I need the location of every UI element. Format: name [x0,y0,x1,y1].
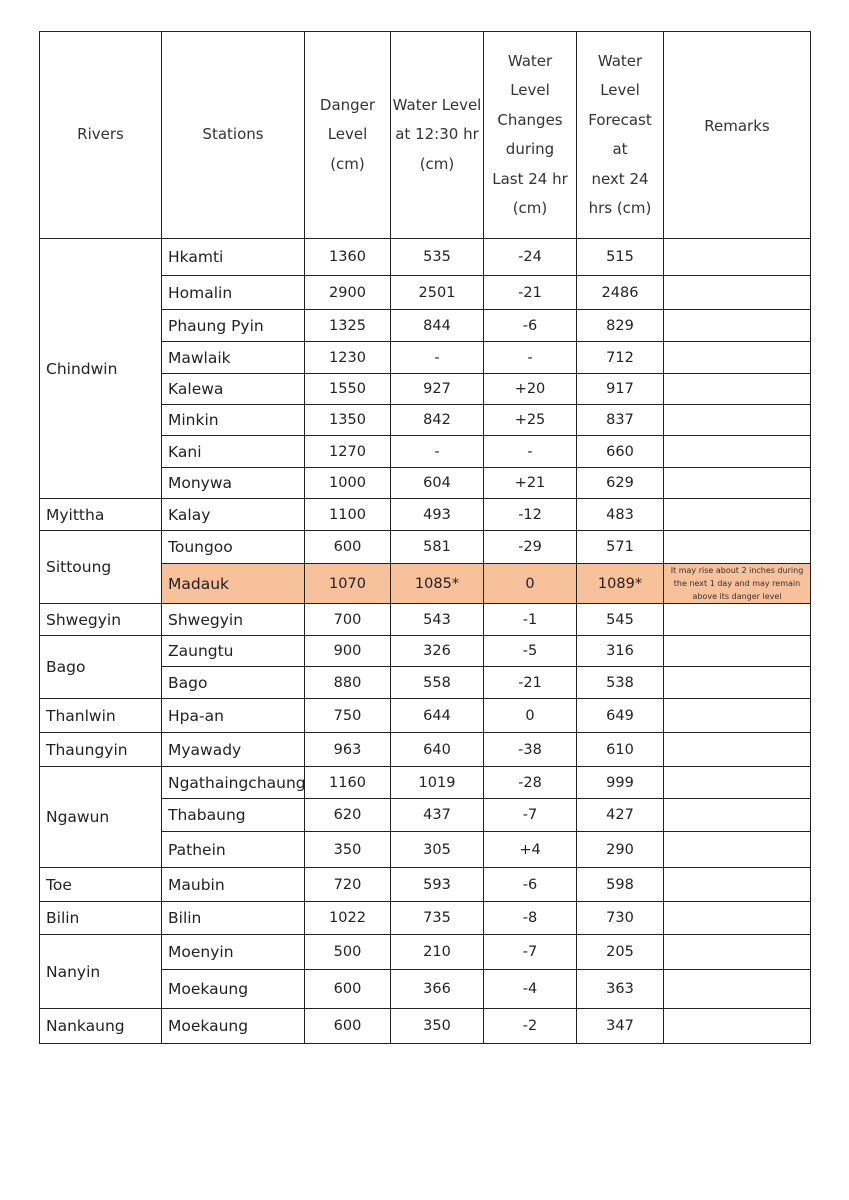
station-name: Moekaung [162,1009,305,1044]
danger-level-cell: 2900 [305,276,391,310]
forecast-cell: 538 [577,667,664,699]
water-level-cell: 1019 [391,767,484,799]
river-name: Nankaung [40,1009,162,1044]
forecast-cell: 730 [577,902,664,935]
danger-level-cell: 1100 [305,499,391,531]
table-row [40,767,811,799]
remark-cell [664,604,811,636]
station-name: Minkin [162,405,305,436]
level-change-cell: 0 [484,564,577,604]
level-change-cell: -7 [484,935,577,970]
level-change-cell: -12 [484,499,577,531]
station-name: Moekaung [162,970,305,1009]
water-level-cell: - [391,436,484,468]
table-body [40,239,811,1044]
level-change-cell: -6 [484,310,577,342]
water-level-cell: 535 [391,239,484,276]
level-change-cell: -38 [484,733,577,767]
table-row [40,699,811,733]
river-name: Nanyin [40,935,162,1009]
remark-cell [664,499,811,531]
header-level-forecast: Water Level Forecast at next 24 hrs (cm) [577,32,664,239]
table-row [40,868,811,902]
table-row [40,239,811,276]
remark-cell [664,564,811,604]
station-name: Madauk [162,564,305,604]
level-change-cell: -6 [484,868,577,902]
water-level-cell: 844 [391,310,484,342]
danger-level-cell: 620 [305,799,391,832]
level-change-cell: +21 [484,468,577,499]
level-change-cell: - [484,342,577,374]
water-level-cell: 493 [391,499,484,531]
river-name: Toe [40,868,162,902]
table-row [40,733,811,767]
header-stations: Stations [162,32,305,239]
header-danger-level: Danger Level (cm) [305,32,391,239]
danger-level-cell: 1270 [305,436,391,468]
station-name: Hpa-an [162,699,305,733]
station-name: Bago [162,667,305,699]
river-name: Ngawun [40,767,162,868]
water-level-cell: 927 [391,374,484,405]
danger-level-cell: 1350 [305,405,391,436]
station-name: Phaung Pyin [162,310,305,342]
river-name: Shwegyin [40,604,162,636]
level-change-cell: +20 [484,374,577,405]
station-name: Moenyin [162,935,305,970]
danger-level-cell: 1070 [305,564,391,604]
remark-cell [664,935,811,970]
level-change-cell: - [484,436,577,468]
remark-cell [664,832,811,868]
danger-level-cell: 1360 [305,239,391,276]
danger-level-cell: 350 [305,832,391,868]
table-row [40,604,811,636]
forecast-cell: 2486 [577,276,664,310]
danger-level-cell: 750 [305,699,391,733]
forecast-cell: 545 [577,604,664,636]
danger-level-cell: 600 [305,1009,391,1044]
station-name: Pathein [162,832,305,868]
level-change-cell: -28 [484,767,577,799]
forecast-cell: 629 [577,468,664,499]
header-level-changes: Water Level Changes during Last 24 hr (cm) [484,32,577,239]
station-name: Shwegyin [162,604,305,636]
station-name: Thabaung [162,799,305,832]
forecast-cell: 205 [577,935,664,970]
remark-cell [664,310,811,342]
station-name: Hkamti [162,239,305,276]
water-level-cell: 842 [391,405,484,436]
station-name: Kalewa [162,374,305,405]
water-level-cell: 326 [391,636,484,667]
remark-cell [664,667,811,699]
header-row [40,32,811,239]
level-change-cell: -24 [484,239,577,276]
table-row [40,499,811,531]
remark-cell [664,1009,811,1044]
water-level-cell: 581 [391,531,484,564]
station-name: Maubin [162,868,305,902]
danger-level-cell: 963 [305,733,391,767]
level-change-cell: -4 [484,970,577,1009]
forecast-cell: 347 [577,1009,664,1044]
river-name: Chindwin [40,239,162,499]
danger-level-cell: 1550 [305,374,391,405]
station-name: Toungoo [162,531,305,564]
level-change-cell: -5 [484,636,577,667]
river-name: Myittha [40,499,162,531]
remark-cell [664,636,811,667]
table-row [40,902,811,935]
header-rivers: Rivers [40,32,162,239]
station-name: Zaungtu [162,636,305,667]
level-change-cell: -21 [484,276,577,310]
remark-cell [664,468,811,499]
danger-level-cell: 600 [305,531,391,564]
station-name: Mawlaik [162,342,305,374]
forecast-cell: 515 [577,239,664,276]
forecast-cell: 649 [577,699,664,733]
forecast-cell: 363 [577,970,664,1009]
forecast-cell: 837 [577,405,664,436]
water-level-cell: 604 [391,468,484,499]
forecast-cell: 427 [577,799,664,832]
table-row [40,636,811,667]
water-level-cell: 437 [391,799,484,832]
water-level-cell: 543 [391,604,484,636]
header-water-level: Water Level at 12:30 hr (cm) [391,32,484,239]
water-level-cell: 640 [391,733,484,767]
danger-level-cell: 1022 [305,902,391,935]
danger-level-cell: 500 [305,935,391,970]
remark-cell [664,436,811,468]
danger-level-cell: 720 [305,868,391,902]
station-name: Bilin [162,902,305,935]
water-level-cell: 735 [391,902,484,935]
forecast-cell: 598 [577,868,664,902]
danger-level-cell: 900 [305,636,391,667]
water-level-cell: 366 [391,970,484,1009]
remark-cell [664,342,811,374]
water-level-cell: 558 [391,667,484,699]
forecast-cell: 1089* [577,564,664,604]
forecast-cell: 571 [577,531,664,564]
station-name: Kani [162,436,305,468]
river-name: Bago [40,636,162,699]
river-name: Thaungyin [40,733,162,767]
level-change-cell: -21 [484,667,577,699]
station-name: Homalin [162,276,305,310]
river-name: Bilin [40,902,162,935]
water-level-cell: 593 [391,868,484,902]
remark-cell [664,733,811,767]
forecast-cell: 660 [577,436,664,468]
water-level-cell: 1085* [391,564,484,604]
river-water-level-table [39,31,811,1044]
level-change-cell: +4 [484,832,577,868]
river-name: Thanlwin [40,699,162,733]
danger-level-cell: 1000 [305,468,391,499]
remark-cell [664,970,811,1009]
water-level-cell: 210 [391,935,484,970]
danger-level-cell: 1230 [305,342,391,374]
remark-cell [664,699,811,733]
forecast-cell: 999 [577,767,664,799]
danger-level-cell: 600 [305,970,391,1009]
level-change-cell: -8 [484,902,577,935]
level-change-cell: -1 [484,604,577,636]
level-change-cell: 0 [484,699,577,733]
table-row [40,935,811,970]
level-change-cell: -29 [484,531,577,564]
level-change-cell: +25 [484,405,577,436]
forecast-cell: 829 [577,310,664,342]
remark-cell [664,767,811,799]
river-name: Sittoung [40,531,162,604]
station-name: Myawady [162,733,305,767]
forecast-cell: 917 [577,374,664,405]
forecast-cell: 290 [577,832,664,868]
remark-cell [664,276,811,310]
remark-cell [664,405,811,436]
level-change-cell: -2 [484,1009,577,1044]
station-name: Monywa [162,468,305,499]
remark-cell [664,799,811,832]
water-level-cell: 644 [391,699,484,733]
forecast-cell: 712 [577,342,664,374]
danger-level-cell: 1160 [305,767,391,799]
water-level-cell: - [391,342,484,374]
water-level-cell: 350 [391,1009,484,1044]
remark-cell [664,239,811,276]
remark-cell [664,374,811,405]
table-row [40,531,811,564]
danger-level-cell: 880 [305,667,391,699]
danger-level-cell: 1325 [305,310,391,342]
danger-level-cell: 700 [305,604,391,636]
water-level-cell: 305 [391,832,484,868]
level-change-cell: -7 [484,799,577,832]
remark-text: It may rise about 2 inches during the next 1 day and may remain above its danger level [670,566,804,601]
remark-cell [664,902,811,935]
forecast-cell: 483 [577,499,664,531]
forecast-cell: 610 [577,733,664,767]
table-row [40,1009,811,1044]
station-name: Kalay [162,499,305,531]
station-name: Ngathaingchaung [162,767,305,799]
remark-cell [664,868,811,902]
forecast-cell: 316 [577,636,664,667]
water-level-cell: 2501 [391,276,484,310]
header-remarks: Remarks [664,32,811,239]
remark-cell [664,531,811,564]
